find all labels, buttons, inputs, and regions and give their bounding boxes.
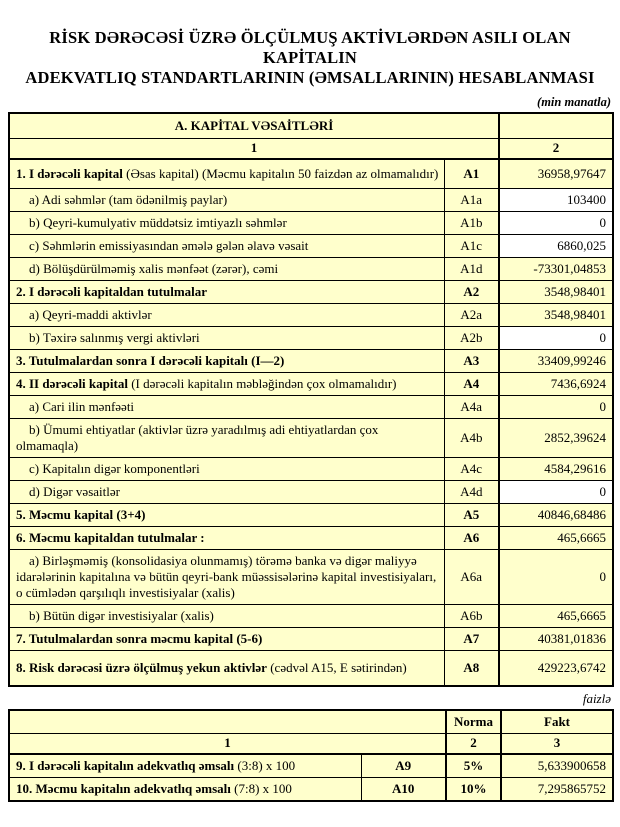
table-row [9,527,613,550]
table-row [9,481,613,504]
row-code: A8 [444,651,499,687]
table-row [9,605,613,628]
table-row [9,754,613,778]
row-code: A10 [361,778,446,802]
section-header-cell: A. KAPİTAL VƏSAİTLƏRİ [9,113,499,139]
row-value: 36958,97647 [499,159,613,189]
row-value: -73301,04853 [499,258,613,281]
table-row [9,327,613,350]
row-label-rest: a) Qeyri-maddi aktivlər [29,307,152,323]
table-row [9,212,613,235]
row-label [9,159,444,189]
row-value: 0 [499,481,613,504]
row-label [9,504,444,527]
adequacy-ratios-table [8,709,614,802]
capital-funds-table [8,112,614,687]
column-number-1: 1 [9,734,446,755]
row-label [9,458,444,481]
table-row [9,159,613,189]
row-label-bold: 7. Tutulmalardan sonra məcmu kapital (5-6) [16,631,263,647]
row-code: A3 [444,350,499,373]
row-label [9,605,444,628]
row-code: A4d [444,481,499,504]
row-value: 6860,025 [499,235,613,258]
row-value: 0 [499,327,613,350]
row-label-bold: 4. II dərəcəli kapital [16,376,128,392]
page-title-line1: RİSK DƏRƏCƏSİ ÜZRƏ ÖLÇÜLMUŞ AKTİVLƏRDƏN ASILI OLAN KAPİTALIN [49,28,571,68]
row-label-rest: a) Adi səhmlər (tam ödənilmiş paylar) [29,192,228,208]
row-label-bold: 5. Məcmu kapital (3+4) [16,507,146,523]
ratios-table-body [9,710,613,801]
row-value: 465,6665 [499,605,613,628]
row-label-rest: a) Cari ilin mənfəəti [29,399,135,415]
row-label-bold: 2. I dərəcəli kapitaldan tutulmalar [16,284,208,300]
row-value: 0 [499,396,613,419]
row-value: 4584,29616 [499,458,613,481]
row-value: 3548,98401 [499,281,613,304]
row-value: 3548,98401 [499,304,613,327]
row-norma-value: 10% [446,778,501,802]
row-label-rest: b) Təxirə salınmış vergi aktivləri [29,330,200,346]
row-label [9,550,444,605]
row-value: 0 [499,550,613,605]
table-row [9,550,613,605]
row-code: A7 [444,628,499,651]
row-code: A1 [444,159,499,189]
row-value: 33409,99246 [499,350,613,373]
row-label-bold: 3. Tutulmalardan sonra I dərəcəli kapitalı (I—2) [16,353,285,369]
row-label-rest: c) Kapitalın digər komponentləri [29,461,200,477]
row-label-bold: 10. Məcmu kapitalın adekvatlıq əmsalı [16,781,231,797]
row-label [9,258,444,281]
row-label [9,396,444,419]
row-label [9,373,444,396]
row-label [9,481,444,504]
unit-note-min-manatla: (min manatla) [537,95,611,110]
table-row [9,628,613,651]
row-code: A2 [444,281,499,304]
row-label [9,327,444,350]
section-header-empty-cell [499,113,613,139]
row-label [9,527,444,550]
row-value: 429223,6742 [499,651,613,687]
table-row [9,258,613,281]
table-row [9,504,613,527]
row-norma-value: 5% [446,754,501,778]
row-code: A4 [444,373,499,396]
column-number-row [9,734,613,755]
table-row [9,281,613,304]
row-code: A6a [444,550,499,605]
row-code: A1c [444,235,499,258]
row-code: A1d [444,258,499,281]
row-label-rest: (3:8) x 100 [234,758,296,774]
row-label-rest: a) Birləşməmiş (konsolidasiya olunmamış) törəmə banka və digər maliyyə idarələrinin kapitalına və bütün qeyri-bank müəssisələrinə kapital investisiyaları, o cümlədən qarşılıqlı investisiyalar (xalis) [16,553,437,601]
row-label-bold: 6. Məcmu kapitaldan tutulmalar : [16,530,205,546]
row-value: 40381,01836 [499,628,613,651]
row-code: A9 [361,754,446,778]
table-row [9,189,613,212]
row-code: A4b [444,419,499,458]
row-label-rest: (7:8) x 100 [230,781,292,797]
column-number-3: 3 [501,734,613,755]
capital-table-body [9,113,613,686]
row-label [9,419,444,458]
row-label [9,754,361,778]
row-value: 465,6665 [499,527,613,550]
row-label-rest: b) Qeyri-kumulyativ müddətsiz imtiyazlı səhmlər [29,215,287,231]
row-value: 103400 [499,189,613,212]
row-fakt-value: 7,295865752 [501,778,613,802]
row-label-rest: b) Ümumi ehtiyatlar (aktivlər üzrə yaradılmış adi ehtiyatlardan çox olmamaqla) [16,422,379,454]
row-code: A1a [444,189,499,212]
column-number-2: 2 [499,139,613,160]
row-label [9,235,444,258]
row-value: 7436,6924 [499,373,613,396]
row-label-bold: 1. I dərəcəli kapital [16,166,123,182]
column-number-1: 1 [9,139,499,160]
row-label [9,304,444,327]
table-row [9,304,613,327]
row-label-rest: c) Səhmlərin emissiyasından əmələ gələn əlavə vəsait [29,238,309,254]
table-row [9,235,613,258]
row-label [9,281,444,304]
row-code: A5 [444,504,499,527]
row-code: A2b [444,327,499,350]
row-label [9,651,444,687]
row-label-rest: b) Bütün digər investisiyalar (xalis) [29,608,214,624]
row-label-rest: (cədvəl A15, E sətirindən) [266,660,407,676]
table-header-row [9,710,613,734]
page-title [12,28,608,88]
unit-note-faizle: faizlə [582,691,611,707]
row-value: 2852,39624 [499,419,613,458]
table-row [9,350,613,373]
table-row [9,651,613,687]
row-code: A6 [444,527,499,550]
row-value: 40846,68486 [499,504,613,527]
row-label [9,189,444,212]
row-label-rest: (I dərəcəli kapitalın məbləğindən çox olmamalıdır) [127,376,397,392]
row-label-rest: (Əsas kapital) (Məcmu kapitalın 50 faizdən az olmamalıdır) [122,166,439,182]
norma-header-cell: Norma [446,710,501,734]
row-code: A6b [444,605,499,628]
table-row [9,778,613,802]
row-label-rest: d) Bölüşdürülməmiş xalis mənfəət (zərər), cəmi [29,261,279,277]
row-label [9,778,361,802]
header-empty-cell [9,710,446,734]
page-title-line2: ADEKVATLIQ STANDARTLARININ (ƏMSALLARININ) HESABLANMASI [25,68,595,88]
row-label [9,628,444,651]
table-row [9,373,613,396]
row-code: A2a [444,304,499,327]
row-label [9,350,444,373]
row-label-bold: 9. I dərəcəli kapitalın adekvatlıq əmsalı [16,758,235,774]
column-number-row [9,139,613,160]
table-row [9,458,613,481]
row-code: A4a [444,396,499,419]
row-label-rest: d) Digər vəsaitlər [29,484,120,500]
row-fakt-value: 5,633900658 [501,754,613,778]
row-value: 0 [499,212,613,235]
row-code: A1b [444,212,499,235]
table-header-row [9,113,613,139]
row-label-bold: 8. Risk dərəcəsi üzrə ölçülmuş yekun aktivlər [16,660,267,676]
table-row [9,419,613,458]
row-label [9,212,444,235]
row-code: A4c [444,458,499,481]
table-row [9,396,613,419]
fakt-header-cell: Fakt [501,710,613,734]
column-number-2: 2 [446,734,501,755]
